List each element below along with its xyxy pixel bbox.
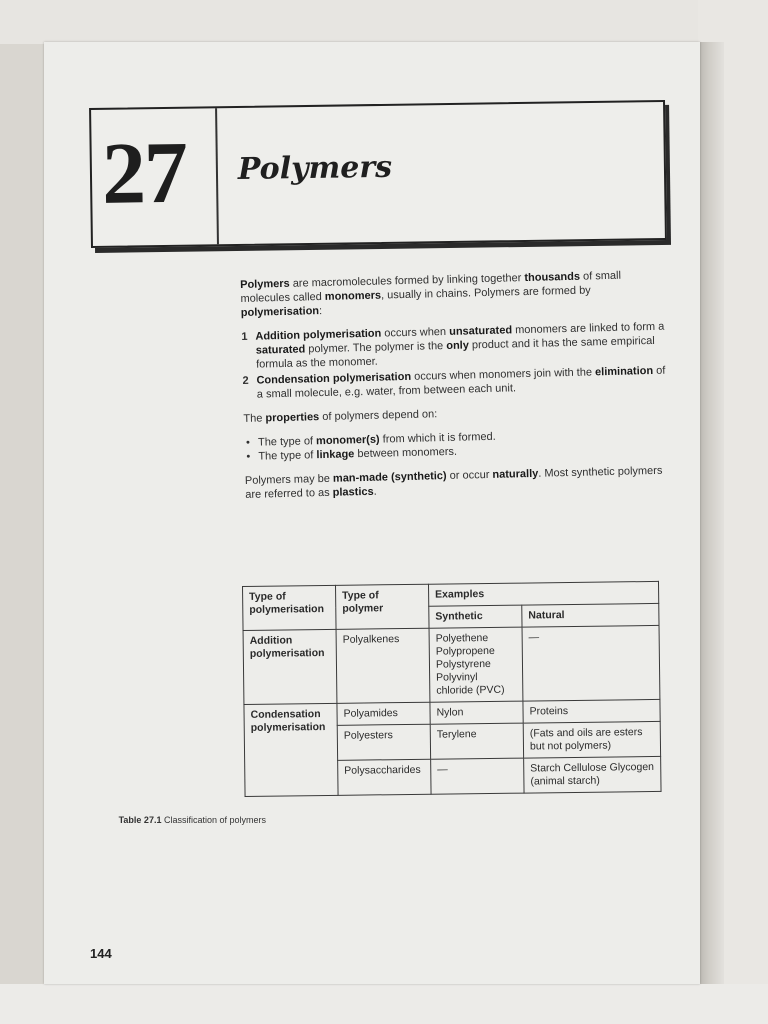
cell-synthetic: Terylene [430, 723, 523, 759]
cell-synthetic: Polyethene Polypropene Polystyrene Polyvinyl chloride (PVC) [429, 627, 523, 702]
list-item: 1 Addition polymerisation occurs when unsaturated monomers are linked to form a saturated polymer. The polymer is the only product and it has the same empirical formula as the monomer. [241, 320, 665, 371]
intro-paragraph: Polymers are macromolecules formed by linking together thousands of small molecules called monomers, usually in chains. Polymers are formed by polymerisation: [240, 269, 622, 319]
header-synthetic: Synthetic [429, 605, 522, 628]
book-spine [698, 42, 724, 984]
cell-polymerisation-type: Addition polymerisation [243, 629, 337, 704]
table-row [243, 625, 660, 704]
cell-natural: — [522, 625, 660, 701]
list-item: • The type of monomer(s) from which it is formed. [244, 425, 676, 450]
cell-polymer-type: Polysaccharides [338, 759, 431, 795]
classification-table [242, 581, 662, 797]
header-natural: Natural [522, 603, 659, 627]
cell-synthetic: — [431, 758, 524, 794]
cell-polymerisation-type: Condensation polymerisation [244, 703, 338, 796]
header-divider [215, 108, 219, 244]
background-top [0, 0, 768, 44]
properties-list [244, 425, 677, 464]
background-bottom [0, 984, 768, 1024]
cell-polymer-type: Polyamides [337, 702, 430, 725]
page-number: 144 [90, 946, 112, 961]
list-item: 2 Condensation polymerisation occurs when monomers join with the elimination of a small molecule, e.g. water, from between each unit. [242, 364, 666, 401]
chapter-header [89, 100, 667, 248]
chapter-title: Polymers [237, 149, 393, 187]
chapter-number: 27 [101, 124, 187, 223]
properties-paragraph: The properties of polymers depend on: [243, 408, 438, 425]
cell-polymer-type: Polyesters [337, 724, 430, 760]
header-type-polymer: Type of polymer [335, 584, 429, 629]
cell-natural: Starch Cellulose Glycogen (animal starch) [524, 756, 661, 793]
header-examples: Examples [428, 581, 658, 606]
polymerisation-types-list [241, 319, 675, 402]
cell-synthetic: Nylon [430, 701, 523, 724]
list-item: • The type of linkage between monomers. [244, 439, 676, 464]
chapter-body [240, 267, 678, 511]
cell-polymer-type: Polyalkenes [336, 628, 430, 703]
table-caption: Table 27.1 Classification of polymers [118, 815, 266, 825]
book-page [44, 42, 700, 984]
cell-natural: (Fats and oils are esters but not polymers) [523, 721, 660, 758]
header-type-polymerisation: Type of polymerisation [243, 585, 337, 630]
origin-paragraph: Polymers may be man-made (synthetic) or occur naturally. Most synthetic polymers are referred to as plastics. [244, 464, 663, 501]
cell-natural: Proteins [523, 699, 660, 723]
